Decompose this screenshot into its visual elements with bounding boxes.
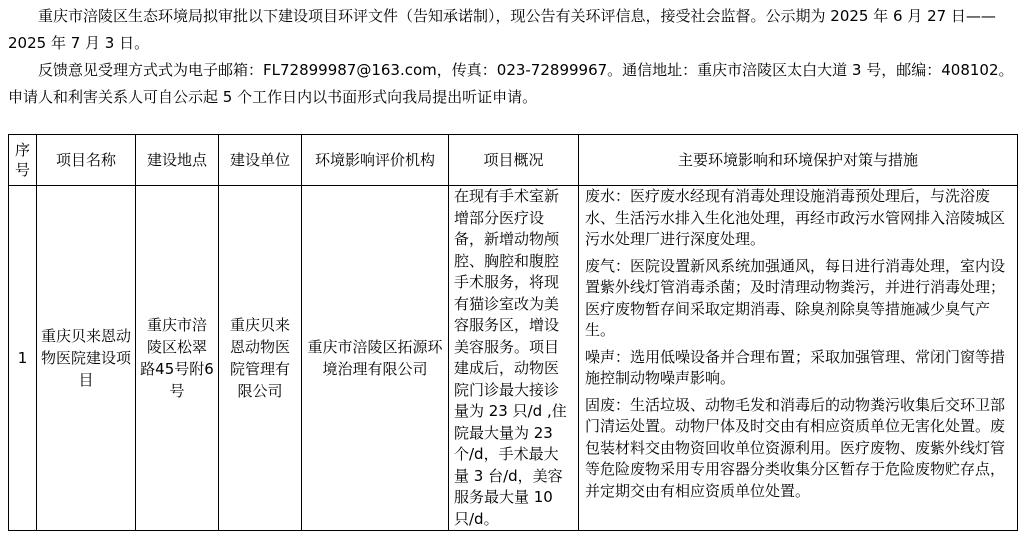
cell-no: 1 bbox=[9, 186, 37, 531]
measure-wastewater: 废水：医疗废水经现有消毒处理设施消毒预处理后，与洗浴废水、生活污水排入生化池处理，再经市政污水管网排入涪陵城区污水处理厂进行深度处理。 bbox=[585, 187, 1006, 248]
project-table bbox=[8, 134, 1018, 531]
announcement-paragraph-1: 重庆市涪陵区生态环境局拟审批以下建设项目环评文件（告知承诺制），现公告有关环评信息，接受社会监督。公示期为 2025 年 6 月 27 日——2025 年 7 月 3 日。 bbox=[8, 7, 996, 52]
cell-project-name: 重庆贝来恩动物医院建设项目 bbox=[37, 186, 136, 531]
measure-exhaust-gas: 废气：医院设置新风系统加强通风，每日进行消毒处理，室内设置紫外线灯管消毒杀菌；及时清理动物粪污，并进行消毒处理；医疗废物暂存间采取定期消毒、除臭剂除臭等措施减少臭气产生。 bbox=[585, 256, 1006, 339]
header-location: 建设地点 bbox=[136, 135, 219, 186]
table-header-row bbox=[9, 135, 1018, 186]
cell-construction-unit: 重庆贝来恩动物医院管理有限公司 bbox=[219, 186, 302, 531]
measure-solid-waste: 固废：生活垃圾、动物毛发和消毒后的动物粪污收集后交环卫部门清运处置。动物尸体及时交由有相应资质单位无害化处置。废包装材料交由物资回收单位资源利用。医疗废物、废紫外线灯管等危险废物采用专用容器分类收集分区暂存于危险废物贮存点，并定期交由有相应资质单位处置。 bbox=[585, 395, 1006, 500]
header-measures: 主要环境影响和环境保护对策与措施 bbox=[579, 135, 1018, 186]
announcement-paragraph-2: 反馈意见受理方式式为电子邮箱：FL72899987@163.com，传真：023-72899967。通信地址：重庆市涪陵区太白大道 3 号，邮编：408102。申请人和利害关系人可自公示起 5 个工作日内以书面形式向我局提出听证申请。 bbox=[8, 61, 1014, 106]
table-row bbox=[9, 186, 1018, 531]
header-construction-unit: 建设单位 bbox=[219, 135, 302, 186]
announcement-intro bbox=[8, 3, 1020, 111]
header-project-name: 项目名称 bbox=[37, 135, 136, 186]
header-overview: 项目概况 bbox=[449, 135, 579, 186]
header-no: 序号 bbox=[9, 135, 37, 186]
header-eia-agency: 环境影响评价机构 bbox=[302, 135, 449, 186]
cell-location: 重庆市涪陵区松翠路45号附6号 bbox=[136, 186, 219, 531]
cell-eia-agency: 重庆市涪陵区拓源环境治理有限公司 bbox=[302, 186, 449, 531]
measure-noise: 噪声：选用低噪设备并合理布置；采取加强管理、常闭门窗等措施控制动物噪声影响。 bbox=[585, 347, 1006, 387]
cell-overview: 在现有手术室新增部分医疗设备，新增动物颅腔、胸腔和腹腔手术服务，将现有猫诊室改为美容服务区，增设美容服务。项目建成后，动物医院门诊最大接诊量为 23 只/d ,住院最大量为 23 个/d，手术最大量 3 台/d，美容服务最大量 10 只/d。 bbox=[449, 186, 579, 531]
cell-measures bbox=[579, 186, 1018, 531]
